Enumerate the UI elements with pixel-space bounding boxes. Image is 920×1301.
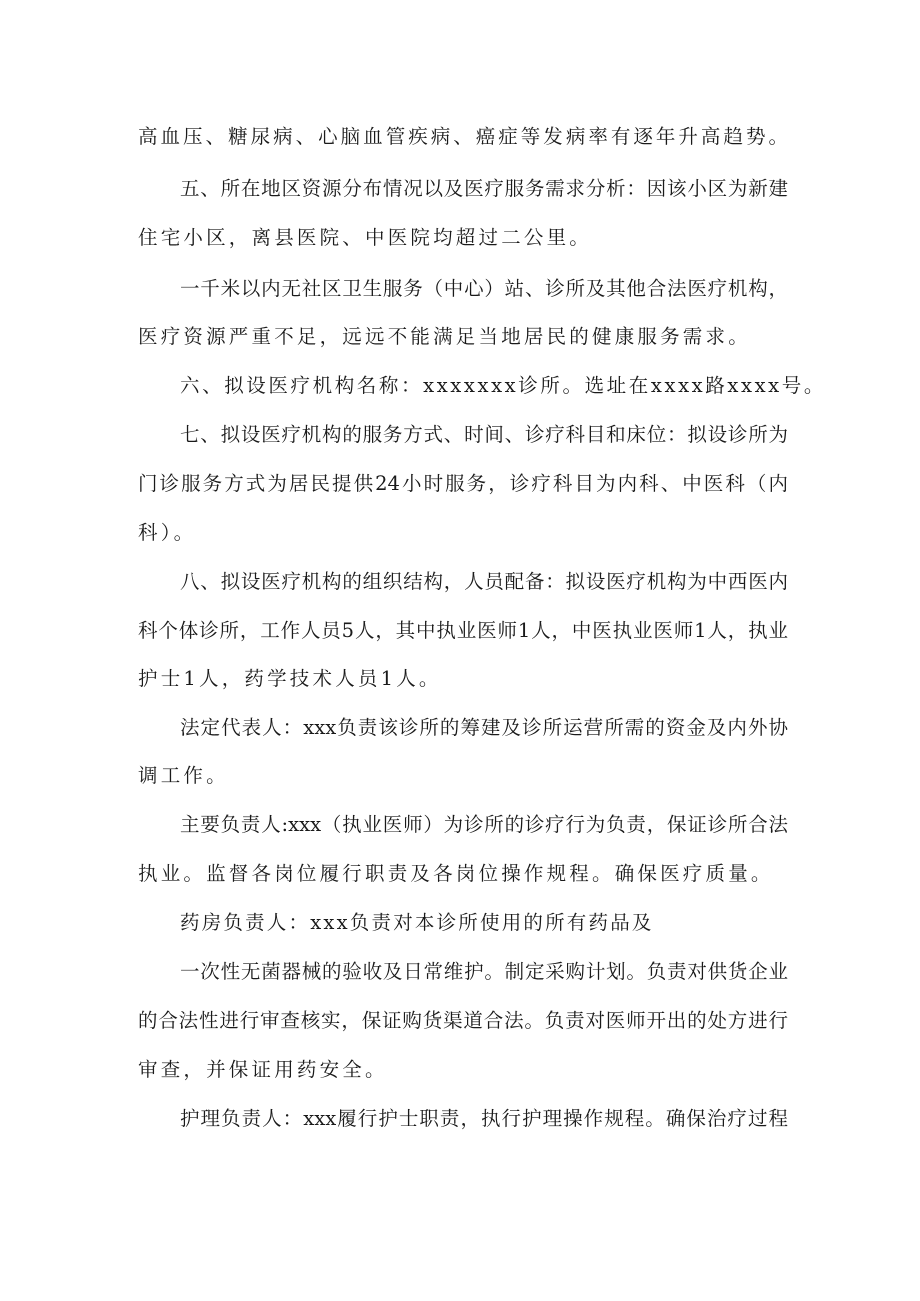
text-line: 六、拟设医疗机构名称：xxxxxxx诊所。选址在xxxx路xxxx号。 — [180, 374, 826, 397]
text-line: 住宅小区，离县医院、中医院均超过二公里。 — [138, 226, 593, 249]
text-line: 护士1人，药学技术人员1人。 — [138, 667, 442, 690]
text-line: 一千米以内无社区卫生服务（中心）站、诊所及其他合法医疗机构， — [180, 277, 788, 300]
text-line: 的合法性进行审查核实，保证购货渠道合法。负责对医师开出的处方进行 — [138, 1009, 788, 1032]
text-line: 药房负责人：xxx负责对本诊所使用的所有药品及 — [180, 911, 654, 934]
text-line: 门诊服务方式为居民提供24小时服务，诊疗科目为内科、中医科（内 — [138, 472, 788, 495]
text-line: 八、拟设医疗机构的组织结构，人员配备：拟设医疗机构为中西医内 — [180, 570, 788, 593]
text-line: 科）。 — [138, 521, 197, 544]
text-line: 一次性无菌器械的验收及日常维护。制定采购计划。负责对供货企业 — [180, 960, 788, 983]
text-line: 医疗资源严重不足，远远不能满足当地居民的健康服务需求。 — [138, 325, 751, 348]
text-line: 科个体诊所，工作人员5人，其中执业医师1人，中医执业医师1人，执业 — [138, 619, 788, 642]
text-line: 审查，并保证用药安全。 — [138, 1058, 388, 1081]
text-line: 五、所在地区资源分布情况以及医疗服务需求分析：因该小区为新建 — [180, 177, 788, 200]
text-line: 法定代表人：xxx负责该诊所的筹建及诊所运营所需的资金及内外协 — [180, 716, 788, 739]
text-line: 高血压、糖尿病、心脑血管疾病、癌症等发病率有逐年升高趋势。 — [138, 125, 788, 148]
text-line: 调工作。 — [138, 764, 229, 787]
text-line: 七、拟设医疗机构的服务方式、时间、诊疗科目和床位：拟设诊所为 — [180, 423, 788, 446]
text-line: 护理负责人：xxx履行护士职责，执行护理操作规程。确保治疗过程 — [180, 1107, 788, 1130]
text-line: 执业。监督各岗位履行职责及各岗位操作规程。确保医疗质量。 — [138, 862, 774, 885]
text-line: 主要负责人:xxx（执业医师）为诊所的诊疗行为负责，保证诊所合法 — [180, 813, 788, 836]
